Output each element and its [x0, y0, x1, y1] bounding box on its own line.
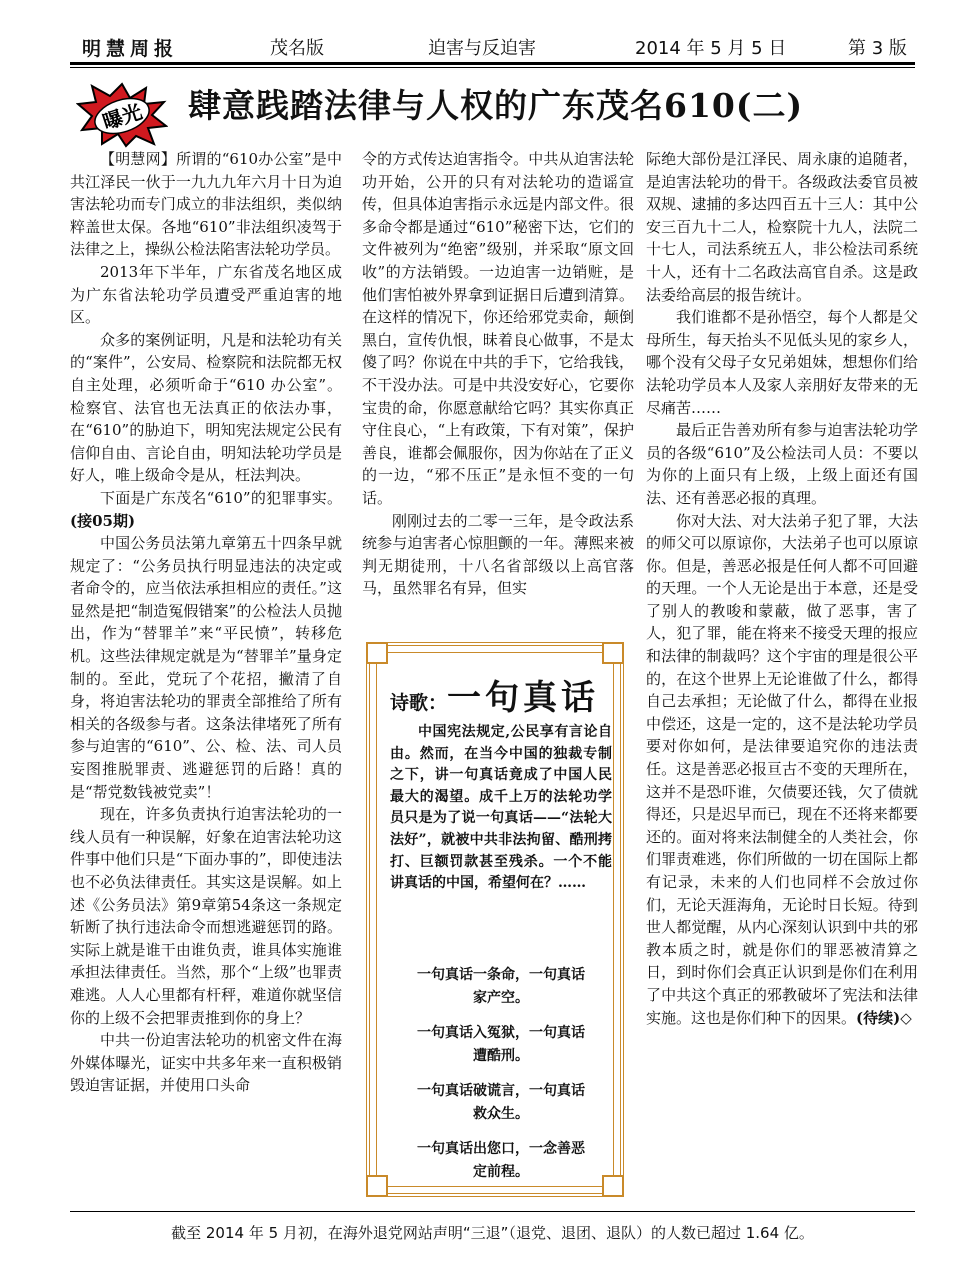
page-number: 第 3 版: [848, 38, 907, 59]
section-title: 迫害与反迫害: [428, 38, 536, 59]
to-be-continued: (待续): [856, 1008, 901, 1027]
poem-title: 一句真话: [447, 678, 600, 718]
continued-note: (接05期): [70, 511, 136, 530]
poem-intro-text: 中国宪法规定,公民享有言论自由。然而，在当今中国的独裁专制之下，讲一句真话竟成了中国人民最大的渴望。成千上万的法轮功学员只是为了说一句真话——“法轮大法好”，就被中共非法拘留、酷刑拷打、巨额罚款甚至残杀。一个不能讲真话的中国，希望何在？……: [390, 724, 612, 892]
paragraph: 现在，许多负责执行迫害法轮功的一线人员有一种误解，好象在迫害法轮功这件事中他们只是“下面办事的”，即使违法也不必负法律责任。其实这是误解。如上述《公务员法》第9章第54条这一条规定斩断了执行违法命令而想逃避惩罚的路。实际上就是谁干由谁负责，谁具体实施谁承担法律责任。当然，那个“上级”也罪责难逃。人人心里都有杆秤，难道你就坚信你的上级不会把罪责推到你的身上？: [70, 805, 342, 1027]
verse-line: 定前程。: [473, 1164, 529, 1180]
poem-intro: [390, 722, 612, 895]
headline: 肆意践踏法律与人权的广东茂名610(二): [188, 86, 804, 125]
paragraph: 【明慧网】所谓的“610办公室”是中共江泽民一伙于一九九九年六月十日为迫害法轮功而专门成立的非法组织，类似纳粹盖世太保。各地“610”非法组织凌驾于法律之上，操纵公检法陷害法轮功学员。: [70, 150, 342, 259]
stanza: [390, 1080, 612, 1126]
frame-corner: [366, 642, 388, 664]
poem-box: [366, 642, 624, 1197]
header-rule: [70, 62, 915, 65]
stamp-label: 曝光: [99, 99, 146, 135]
stanza: [390, 1022, 612, 1068]
paragraph: 令的方式传达迫害指令。中共从迫害法轮功开始，公开的只有对法轮功的造谣宣传，但具体迫害指示永远是内部文件。很多命令都是通过“610”秘密下达，它们的文件被列为“绝密”级别，并采取“原文回收”的方法销毁。一边迫害一边销赃，是他们害怕被外界拿到证据日后遭到清算。在这样的情况下，你还给邪党卖命，颠倒黑白，宣传仇恨，昧着良心做事，不是太傻了吗？你说在中共的手下，它给我钱，不干没办法。可是中共没安好心，它要你宝贵的命，你愿意献给它吗？其实你真正守住良心，“上有政策，下有对策”，保护善良，谁都会佩服你，因为你站在了正义的一边，“邪不压正”是永恒不变的一句话。: [362, 150, 634, 507]
paper-name: 明慧周报: [82, 38, 179, 60]
header-rule-thin: [70, 67, 915, 68]
end-mark: ◇: [900, 1008, 912, 1027]
paragraph: [646, 510, 918, 1030]
paragraph: 中国公务员法第九章第五十四条早就规定了：“公务员执行明显违法的决定或者命令的，应当依法承担相应的责任。”这显然是把“制造冤假错案”的公检法人员抛出，作为“替罪羊”来“平民愤”，转移危机。这些法律规定就是为“替罪羊”量身定制的。至此，党玩了个花招，撇清了自身，将迫害法轮功的罪责全部推给了所有相关的各级参与者。这条法律堵死了所有参与迫害的“610”、公、检、法、司人员妄图推脱罪责、逃避惩罚的后路！真的是“帮党数钱被党卖”！: [70, 534, 342, 801]
verse-line: 一句真话破谎言，一句真话: [417, 1083, 585, 1099]
paragraph: 际绝大部份是江泽民、周永康的追随者，是迫害法轮功的骨干。各级政法委官员被双规、逮捕的多达四百五十三人：其中公安三百九十二人，检察院十九人，法院二十七人，司法系统五人，非公检法司系统十人，还有十二名政法高官自杀。这是政法委给高层的报告统计。: [646, 150, 918, 304]
verse-line: 一句真话入冤狱，一句真话: [417, 1025, 585, 1041]
stanza: [390, 964, 612, 1010]
masthead: [70, 34, 915, 62]
footer-rule: [70, 1211, 915, 1212]
frame-corner: [602, 642, 624, 664]
paragraph: 中共一份迫害法轮功的机密文件在海外媒体曝光，证实中共多年来一直积极销毁迫害证据，并使用口头命: [70, 1031, 342, 1095]
stanza: [390, 1138, 612, 1184]
paragraph: 我们谁都不是孙悟空，每个人都是父母所生，每天抬头不见低头见的家乡人，哪个没有父母子女兄弟姐妹，想想你们给法轮功学员本人及家人亲朋好友带来的无尽痛苦……: [646, 308, 918, 417]
poem-label: 诗歌：: [390, 692, 448, 714]
paragraph: 2013年下半年，广东省茂名地区成为广东省法轮功学员遭受严重迫害的地区。: [70, 262, 342, 327]
column-3: [646, 148, 918, 1029]
paragraph: 众多的案例证明，凡是和法轮功有关的“案件”，公安局、检察院和法院都无权自主处理，必须听命于“610 办公室”。检察官、法官也无法真正的依法办事，在“610”的胁迫下，明知宪法规定公民有信仰自由、言论自由，明知法轮功学员是好人，唯上级命令是从，枉法判决。: [70, 330, 342, 485]
frame-corner: [366, 1175, 388, 1197]
edition: 茂名版: [270, 38, 324, 59]
column-2: [362, 148, 634, 600]
paragraph: 刚刚过去的二零一三年，是令政法系统参与迫害者心惊胆颤的一年。薄熙来被判无期徒刑，十八名省部级以上高官落马，虽然罪名有异，但实: [362, 511, 634, 598]
verse-line: 遭酷刑。: [473, 1048, 529, 1064]
paragraph-text: 你对大法、对大法弟子犯了罪，大法的师父可以原谅你，大法弟子也可以原谅你。但是，善恶必报是任何人都不可回避的天理。一个人无论是出于本意，还是受了别人的教唆和蒙蔽，做了恶事，害了人，犯了罪，能在将来不接受天理的报应和法律的制裁吗？这个宇宙的理是很公平的，在这个世界上无论谁做了什么，都得自己去承担；无论做了什么，都得在业报中偿还，这是一定的，这不是法轮功学员要对你如何，是法律要追究你的违法责任。这是善恶必报亘古不变的天理所在，这并不是恐吓谁，欠债要还钱，欠了债就得还，只是迟早而已，现在不还将来都要还的。面对将来法制健全的人类社会，你们罪责难逃，你们所做的一切在国际上都有记录，未来的人们也同样不会放过你们，无论天涯海角，无论时日长短。待到世人都觉醒，从内心深刻认识到中共的邪教本质之时，就是你们的罪恶被清算之日，到时你们会真正认识到是你们在利用了中共这个真正的邪教破坏了宪法和法律实施。这也是你们种下的因果。: [646, 511, 918, 1027]
verse-line: 家产空。: [473, 990, 529, 1006]
footer-notice: 截至 2014 年 5 月初，在海外退党网站声明“三退”（退党、退团、退队）的人数已超过 1.64 亿。: [171, 1224, 814, 1242]
paragraph: [70, 487, 342, 532]
exposure-stamp-icon: [76, 82, 168, 148]
poem-verses: [390, 964, 612, 1196]
verse-line: 救众生。: [473, 1106, 529, 1122]
paragraph: 最后正告善劝所有参与迫害法轮功学员的各级“610”及公检法司人员：不要以为你的上面只有上级，上级上面还有国法、还有善恶必报的真理。: [646, 421, 918, 507]
verse-line: 一句真话一条命，一句真话: [417, 967, 585, 983]
poem-heading: [390, 670, 599, 719]
verse-line: 一句真话出您口，一念善恶: [417, 1141, 585, 1157]
paragraph-text: 下面是广东茂名“610”的犯罪事实。: [100, 488, 342, 507]
issue-date: 2014 年 5 月 5 日: [635, 38, 787, 59]
column-1: [70, 148, 342, 1097]
